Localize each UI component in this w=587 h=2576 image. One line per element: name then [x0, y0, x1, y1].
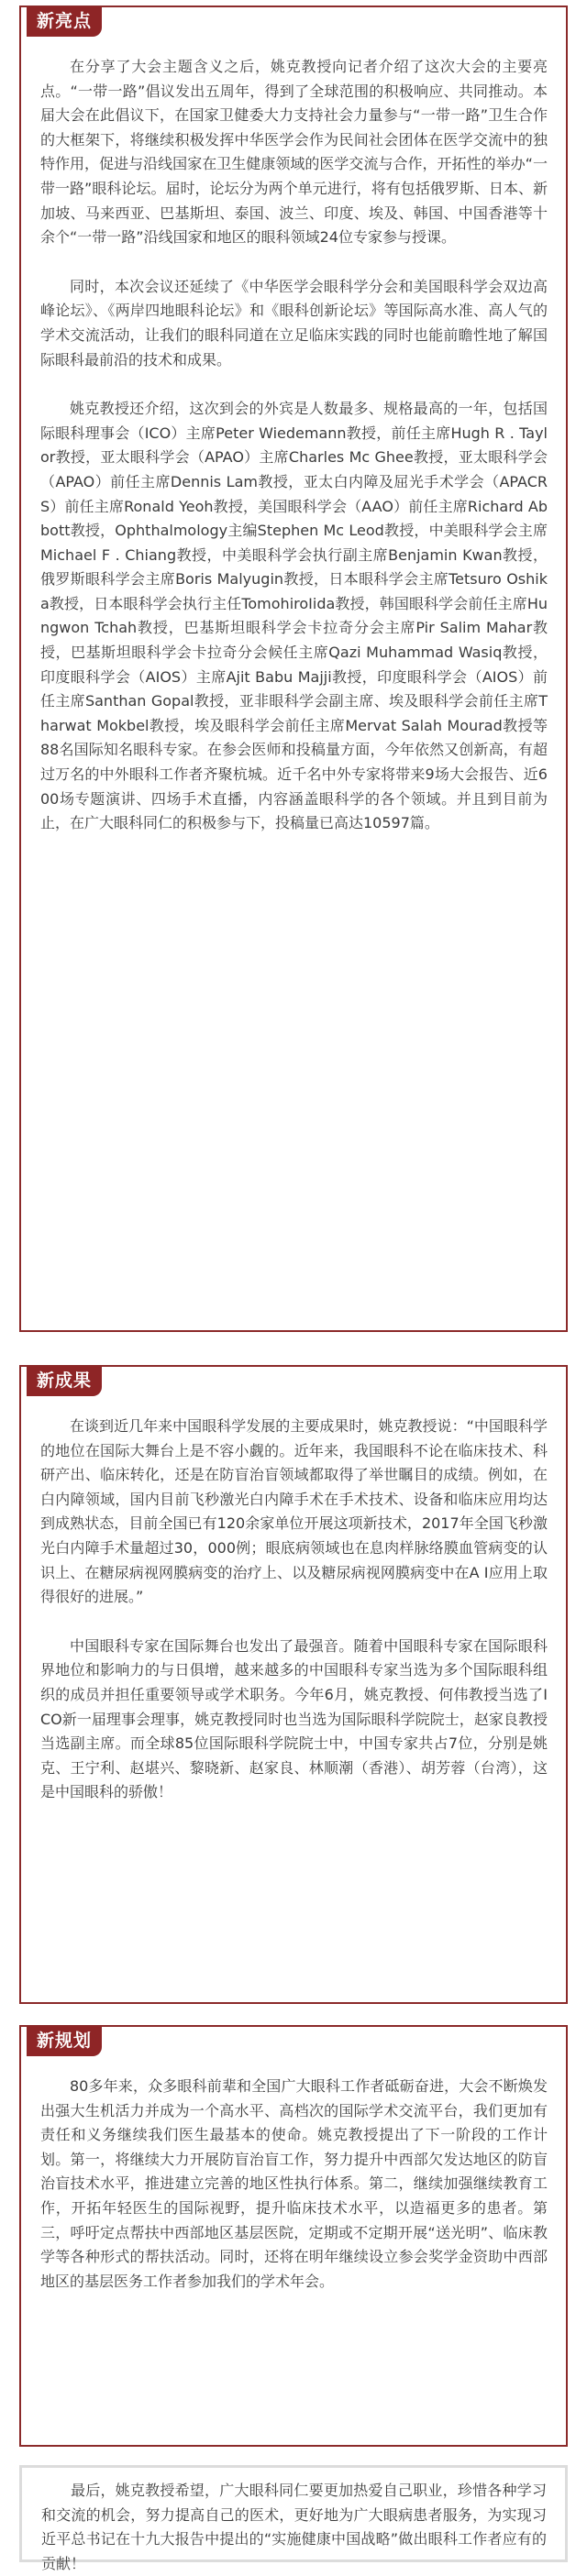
section-tag: 新亮点 — [27, 6, 102, 37]
paragraph: 中国眼科专家在国际舞台也发出了最强音。随着中国眼科专家在国际眼科界地位和影响力的与日俱增，越来越多的中国眼科专家当选为多个国际眼科组织的成员并担任重要领导或学术职务。今年6月，姚克教授、何伟教授当选了ICO新一届理事会理事，姚克教授同时也当选为国际眼科学院院士，赵家良教授当选副主席。而全球85位国际眼科学院院士中，中国专家共占7位，分别是姚克、王宁利、赵堪兴、黎晓新、赵家良、林顺潮（香港）、胡芳蓉（台湾），这是中国眼科的骄傲！ — [40, 1636, 548, 1801]
section-body — [21, 7, 566, 853]
section-new-plans — [19, 2025, 568, 2447]
paragraph: 同时，本次会议还延续了《中华医学会眼科学分会和美国眼科学会双边高峰论坛》、《两岸四地眼科论坛》和《眼科创新论坛》等国际高水准、高人气的学术交流活动，让我们的眼科同道在立足临床实践的同时也能前瞻性地了解国际眼科最前沿的技术和成果。 — [40, 277, 548, 369]
paragraph: 姚克教授还介绍，这次到会的外宾是人数最多、规格最高的一年，包括国际眼科理事会（ICO）主席Peter Wiedemann教授，前任主席Hugh R . Taylor教授，亚太眼科学会（APAO）主席Charles Mc Ghee教授，亚太眼科学会（APAO）前任主席Dennis Lam教授，亚太白内障及屈光手术学会（APACRS）前任主席Ronald Yeoh教授，美国眼科学会（AAO）前任主席Richard Abbott教授，Ophthalmology主编Stephen Mc Leod教授，中美眼科学会主席Michael F . Chiang教授，中美眼科学会执行副主席Benjamin Kwan教授，俄罗斯眼科学会主席Boris Malyugin教授，日本眼科学会主席Tetsuro Oshika教授，日本眼科学会执行主任TomohiroIida教授，韩国眼科学会前任主席Hungwon Tchah教授，巴基斯坦眼科学会卡拉奇分会主席Pir Salim Mahar教授，巴基斯坦眼科学会卡拉奇分会候任主席Qazi Muhammad Wasiq教授，印度眼科学会（AIOS）主席Ajit Babu Majji教授，印度眼科学会（AIOS）前任主席Santhan Gopal教授，亚非眼科学会副主席、埃及眼科学会前任主席Tharwat Mokbel教授，埃及眼科学会前任主席Mervat Salah Mourad教授等88名国际知名眼科专家。在参会医师和投稿量方面，今年依然又创新高，有超过万名的中外眼科工作者齐聚杭城。近千名中外专家将带来9场大会报告、近600场专题演讲、四场手术直播，内容涵盖眼科学的各个领域。并且到目前为止，在广大眼科同仁的积极参与下，投稿量已高达10597篇。 — [40, 400, 548, 832]
paragraph: 在分享了大会主题含义之后，姚克教授向记者介绍了这次大会的主要亮点。“一带一路”倡议发出五周年，得到了全球范围的积极响应、共同推动。本届大会在此倡议下，在国家卫健委大力支持社会力量参与“一带一路”卫生合作的大框架下，将继续积极发挥中华医学会作为民间社会团体在医学交流中的独特作用，促进与沿线国家在卫生健康领域的医学交流与合作，开拓性的举办“一带一路”眼科论坛。届时，论坛分为两个单元进行，将有包括俄罗斯、日本、新加坡、马来西亚、巴基斯坦、泰国、波兰、印度、埃及、韩国、中国香港等十余个“一带一路”沿线国家和地区的眼科领域24位专家参与授课。 — [40, 58, 548, 247]
closing-box — [19, 2465, 568, 2572]
section-tag: 新成果 — [27, 1366, 102, 1396]
section-new-highlights — [19, 6, 568, 1332]
closing-paragraph: 最后，姚克教授希望，广大眼科同仁要更加热爱自己职业，珍惜各种学习和交流的机会，努力提高自己的医术，更好地为广大眼病患者服务，为实现习近平总书记在十九大报告中提出的“实施健康中国战略”做出眼科工作者应有的贡献！ — [41, 2482, 547, 2572]
section-body — [21, 1367, 566, 1822]
section-body — [21, 2027, 566, 2310]
paragraph: 在谈到近几年来中国眼科学发展的主要成果时，姚克教授说：“中国眼科学的地位在国际大舞台上是不容小觑的。近年来，我国眼科不论在临床技术、科研产出、临床转化，还是在防盲治盲领域都取得了举世瞩目的成绩。例如，在白内障领域，国内目前飞秒激光白内障手术在手术技术、设备和临床应用均达到成熟状态，目前全国已有120余家单位开展这项新技术，2017年全国飞秒激光白内障手术量超过30，000例；眼底病领域也在息肉样脉络膜血管病变的认识上、在糖尿病视网膜病变的治疗上、以及糖尿病视网膜病变中在A I应用上取得很好的进展。” — [40, 1417, 548, 1606]
paragraph: 80多年来，众多眼科前辈和全国广大眼科工作者砥砺奋进，大会不断焕发出强大生机活力并成为一个高水平、高档次的国际学术交流平台，我们更加有责任和义务继续我们医生最基本的使命。姚克教授提出了下一阶段的工作计划。第一，将继续大力开展防盲治盲工作，努力提升中西部欠发达地区的防盲治盲技术水平，推进建立完善的地区性执行体系。第二，继续加强继续教育工作，开拓年轻医生的国际视野，提升临床技术水平，以造福更多的患者。第三，呼吁定点帮扶中西部地区基层医院，定期或不定期开展“送光明”、临床教学等各种形式的帮扶活动。同时，还将在明年继续设立参会奖学金资助中西部地区的基层医务工作者参加我们的学术年会。 — [40, 2077, 548, 2290]
section-tag: 新规划 — [27, 2026, 102, 2056]
section-new-achievements — [19, 1365, 568, 2004]
